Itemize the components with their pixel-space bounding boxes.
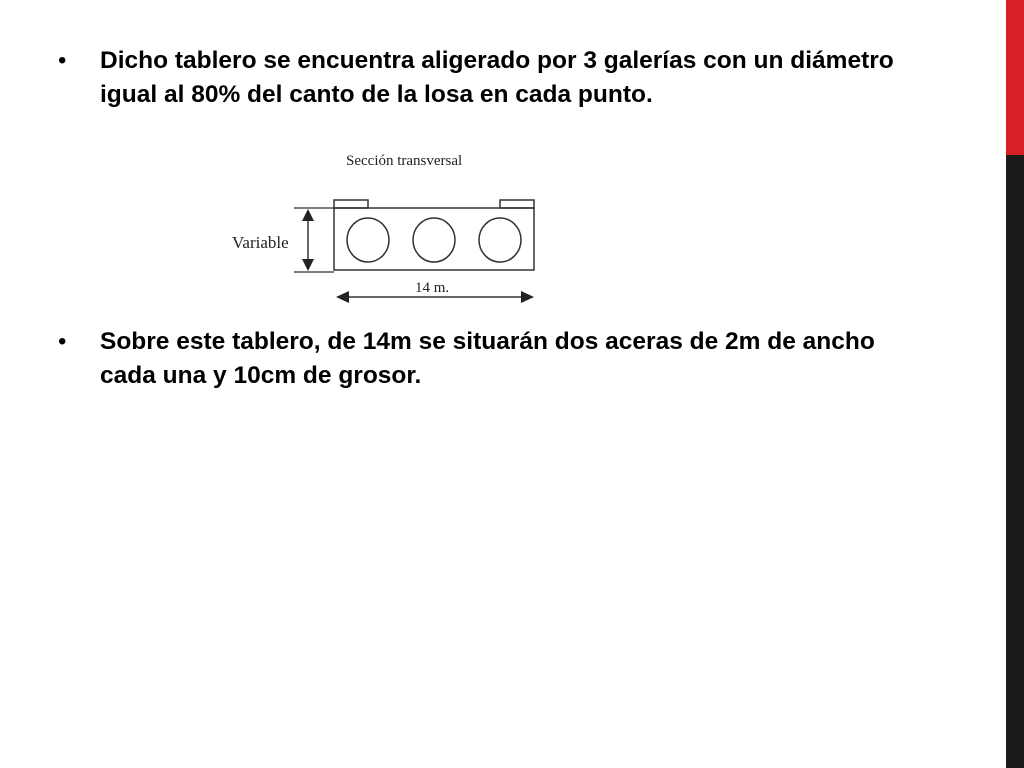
cross-section-diagram (228, 143, 548, 313)
bullet-marker: • (58, 328, 67, 355)
bullet-text: Dicho tablero se encuentra aligerado por 3 galerías con un diámetro igual al 80% del canto de la losa en cada punto. (100, 47, 894, 108)
width-arrow-left-icon (336, 291, 349, 303)
bullet-item-galerias (58, 44, 918, 112)
sidewalk-right (500, 200, 534, 208)
bullet-item-aceras (58, 325, 918, 393)
gallery-circle-3 (479, 218, 521, 262)
cross-section-svg (228, 143, 548, 313)
accent-bar-red (1006, 0, 1024, 155)
height-arrow-down-icon (302, 259, 314, 271)
diagram-title: Sección transversal (346, 153, 463, 169)
accent-bar (1006, 0, 1024, 768)
gallery-circle-1 (347, 218, 389, 262)
accent-bar-dark (1006, 155, 1024, 768)
height-arrow-up-icon (302, 209, 314, 221)
sidewalk-left (334, 200, 368, 208)
width-label: 14 m. (415, 280, 450, 296)
bullet-marker: • (58, 47, 67, 74)
width-arrow-right-icon (521, 291, 534, 303)
bullet-text: Sobre este tablero, de 14m se situarán dos aceras de 2m de ancho cada una y 10cm de grosor. (100, 328, 875, 389)
height-label: Variable (232, 233, 289, 252)
gallery-circle-2 (413, 218, 455, 262)
